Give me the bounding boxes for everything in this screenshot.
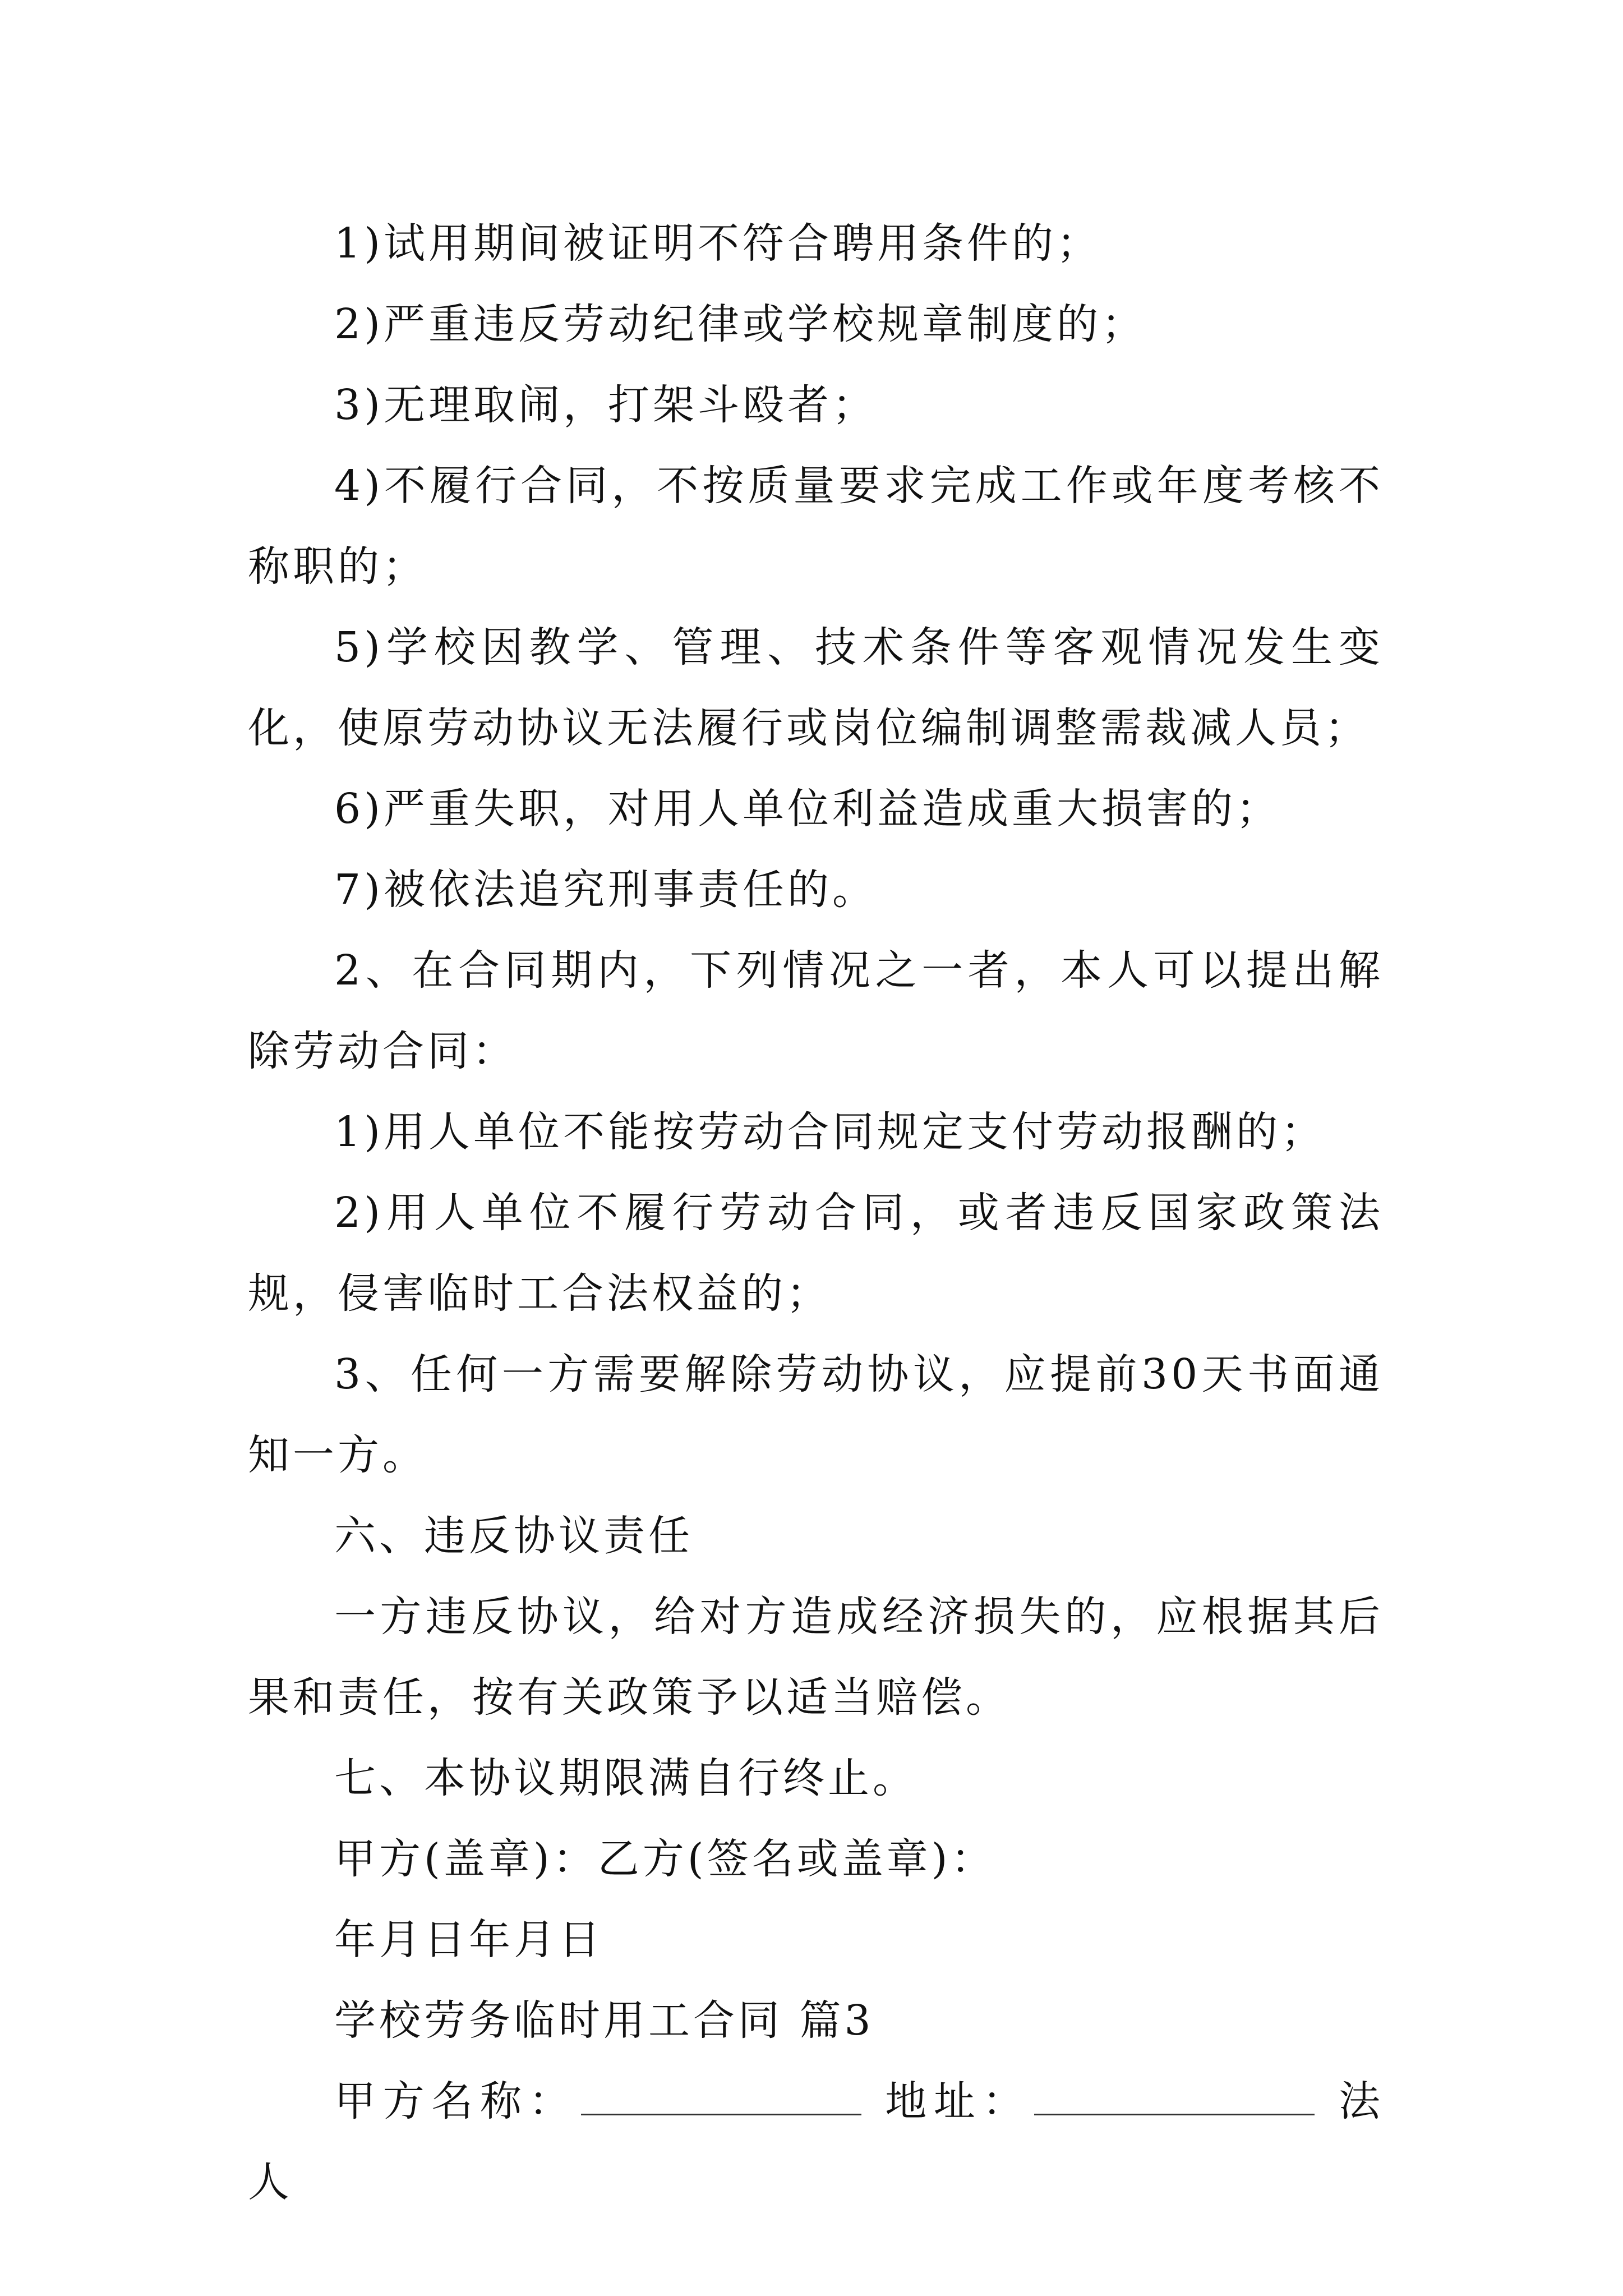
- paragraph: 6)严重失职，对用人单位利益造成重大损害的；: [334, 785, 1281, 833]
- paragraph: 3、任何一方需要解除劳动协议，应提前30天书面通知一方。: [248, 1350, 1384, 1479]
- address-blank: [1034, 2081, 1315, 2115]
- paragraph: 2、在合同期内，下列情况之一者，本人可以提出解除劳动合同：: [248, 946, 1384, 1075]
- contract-title: 学校劳务临时用工合同 篇3: [334, 1996, 874, 2045]
- paragraph: 4)不履行合同，不按质量要求完成工作或年度考核不称职的；: [248, 462, 1384, 591]
- paragraph: 5)学校因教学、管理、技术条件等客观情况发生变化，使原劳动协议无法履行或岗位编制调整需裁减人员；: [248, 623, 1384, 752]
- legal-person-label: 法人: [248, 2077, 1384, 2206]
- paragraph: 2)用人单位不履行劳动合同，或者违反国家政策法规，侵害临时工合法权益的；: [248, 1189, 1384, 1318]
- party-a-name-label: 甲方名称：: [334, 2077, 578, 2125]
- party-a-info-line: [248, 2061, 1384, 2223]
- paragraph: 3)无理取闹，打架斗殴者；: [334, 381, 877, 429]
- document-body: [248, 203, 1384, 2223]
- section-heading: 六、违反协议责任: [334, 1512, 693, 1560]
- paragraph: 7)被依法追究刑事责任的。: [334, 866, 877, 914]
- paragraph: 一方违反协议，给对方造成经济损失的，应根据其后果和责任，按有关政策予以适当赔偿。: [248, 1593, 1384, 1722]
- paragraph: 2)严重违反劳动纪律或学校规章制度的；: [334, 300, 1146, 348]
- party-a-name-blank: [581, 2081, 861, 2115]
- paragraph: 1)用人单位不能按劳动合同规定支付劳动报酬的；: [334, 1108, 1326, 1156]
- paragraph: 七、本协议期限满自行终止。: [334, 1754, 917, 1802]
- address-label: 地址：: [881, 2077, 1031, 2125]
- signature-line: 甲方(盖章)：乙方(签名或盖章)：: [334, 1835, 996, 1883]
- paragraph: 1)试用期间被证明不符合聘用条件的；: [334, 219, 1101, 268]
- date-line: 年月日年月日: [334, 1916, 603, 1964]
